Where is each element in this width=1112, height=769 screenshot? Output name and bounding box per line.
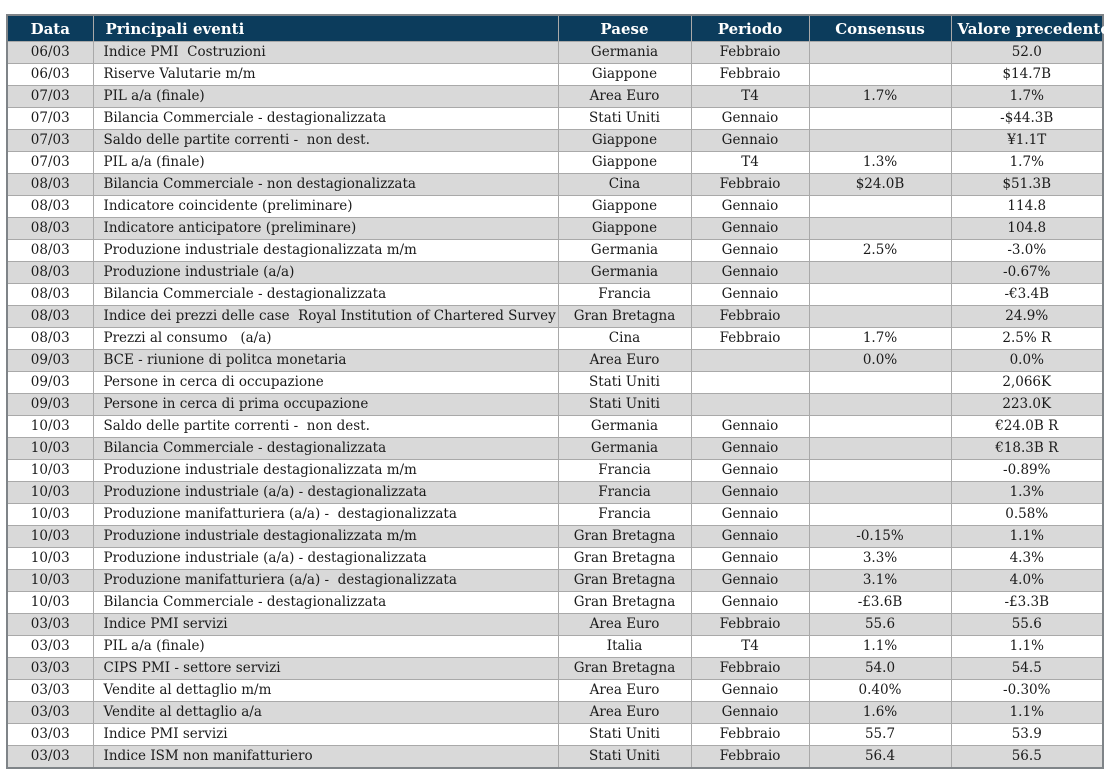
cell-date: 08/03 xyxy=(7,240,93,262)
cell-country: Giappone xyxy=(558,152,691,174)
cell-previous: 2.5% R xyxy=(951,328,1103,350)
table-row xyxy=(7,64,1103,86)
cell-date: 03/03 xyxy=(7,680,93,702)
cell-period: Gennaio xyxy=(691,130,809,152)
cell-event: Bilancia Commerciale - destagionalizzata xyxy=(93,284,558,306)
cell-consensus xyxy=(809,130,951,152)
cell-consensus: 1.7% xyxy=(809,86,951,108)
cell-consensus xyxy=(809,306,951,328)
table-row xyxy=(7,724,1103,746)
cell-country: Giappone xyxy=(558,196,691,218)
column-header-periodo: Periodo xyxy=(691,15,809,42)
cell-period: Gennaio xyxy=(691,702,809,724)
cell-previous: 0.0% xyxy=(951,350,1103,372)
cell-event: Indice ISM non manifatturiero xyxy=(93,746,558,769)
cell-country: Francia xyxy=(558,460,691,482)
cell-previous: -0.89% xyxy=(951,460,1103,482)
cell-consensus: 3.3% xyxy=(809,548,951,570)
cell-period: T4 xyxy=(691,152,809,174)
cell-period: Gennaio xyxy=(691,460,809,482)
cell-country: Gran Bretagna xyxy=(558,526,691,548)
cell-date: 03/03 xyxy=(7,636,93,658)
table-row xyxy=(7,592,1103,614)
table-row xyxy=(7,614,1103,636)
cell-consensus: 56.4 xyxy=(809,746,951,769)
cell-country: Cina xyxy=(558,174,691,196)
cell-period: Gennaio xyxy=(691,416,809,438)
cell-country: Gran Bretagna xyxy=(558,570,691,592)
cell-event: PIL a/a (finale) xyxy=(93,636,558,658)
cell-event: Produzione manifatturiera (a/a) - destagionalizzata xyxy=(93,504,558,526)
cell-event: PIL a/a (finale) xyxy=(93,86,558,108)
cell-period: Febbraio xyxy=(691,42,809,64)
table-row xyxy=(7,548,1103,570)
cell-period: Gennaio xyxy=(691,482,809,504)
cell-event: Saldo delle partite correnti - non dest. xyxy=(93,416,558,438)
cell-date: 10/03 xyxy=(7,482,93,504)
cell-previous: $14.7B xyxy=(951,64,1103,86)
cell-date: 09/03 xyxy=(7,350,93,372)
cell-period: T4 xyxy=(691,636,809,658)
table-row xyxy=(7,702,1103,724)
column-header-consensus: Consensus xyxy=(809,15,951,42)
cell-date: 07/03 xyxy=(7,108,93,130)
cell-period: Gennaio xyxy=(691,592,809,614)
cell-event: Bilancia Commerciale - destagionalizzata xyxy=(93,108,558,130)
cell-period: Febbraio xyxy=(691,724,809,746)
cell-event: Bilancia Commerciale - destagionalizzata xyxy=(93,438,558,460)
economic-calendar-table xyxy=(6,14,1110,769)
cell-period: Febbraio xyxy=(691,306,809,328)
cell-previous: -£3.3B xyxy=(951,592,1103,614)
cell-date: 03/03 xyxy=(7,658,93,680)
table-row xyxy=(7,482,1103,504)
cell-event: Riserve Valutarie m/m xyxy=(93,64,558,86)
cell-period xyxy=(691,372,809,394)
table-row xyxy=(7,372,1103,394)
cell-country: Germania xyxy=(558,42,691,64)
cell-consensus xyxy=(809,394,951,416)
table-row xyxy=(7,460,1103,482)
cell-event: Indice dei prezzi delle case Royal Institution of Chartered Survey xyxy=(93,306,558,328)
cell-consensus: 0.0% xyxy=(809,350,951,372)
cell-consensus: 55.7 xyxy=(809,724,951,746)
table-row xyxy=(7,438,1103,460)
table-row xyxy=(7,130,1103,152)
cell-country: Giappone xyxy=(558,130,691,152)
cell-consensus xyxy=(809,42,951,64)
cell-period xyxy=(691,394,809,416)
cell-consensus xyxy=(809,460,951,482)
cell-event: Vendite al dettaglio m/m xyxy=(93,680,558,702)
cell-date: 10/03 xyxy=(7,460,93,482)
cell-previous: -€3.4B xyxy=(951,284,1103,306)
table-row xyxy=(7,42,1103,64)
cell-date: 06/03 xyxy=(7,64,93,86)
cell-event: Produzione manifatturiera (a/a) - destagionalizzata xyxy=(93,570,558,592)
cell-country: Giappone xyxy=(558,218,691,240)
cell-previous: 54.5 xyxy=(951,658,1103,680)
cell-previous: 55.6 xyxy=(951,614,1103,636)
cell-period: Gennaio xyxy=(691,570,809,592)
cell-previous: 104.8 xyxy=(951,218,1103,240)
cell-event: Bilancia Commerciale - non destagionalizzata xyxy=(93,174,558,196)
table-row xyxy=(7,658,1103,680)
cell-event: Indicatore coincidente (preliminare) xyxy=(93,196,558,218)
cell-consensus xyxy=(809,108,951,130)
cell-date: 09/03 xyxy=(7,394,93,416)
cell-event: Vendite al dettaglio a/a xyxy=(93,702,558,724)
cell-previous: -0.67% xyxy=(951,262,1103,284)
cell-previous: 4.3% xyxy=(951,548,1103,570)
table-row xyxy=(7,86,1103,108)
cell-event: Produzione industriale (a/a) - destagionalizzata xyxy=(93,482,558,504)
cell-date: 03/03 xyxy=(7,702,93,724)
cell-country: Stati Uniti xyxy=(558,372,691,394)
cell-event: Produzione industriale (a/a) xyxy=(93,262,558,284)
cell-period: Gennaio xyxy=(691,680,809,702)
cell-consensus xyxy=(809,416,951,438)
cell-consensus: 1.3% xyxy=(809,152,951,174)
cell-previous: 1.3% xyxy=(951,482,1103,504)
cell-previous: 2,066K xyxy=(951,372,1103,394)
cell-date: 10/03 xyxy=(7,438,93,460)
cell-period: Gennaio xyxy=(691,240,809,262)
cell-consensus: 1.7% xyxy=(809,328,951,350)
table-row xyxy=(7,152,1103,174)
column-header-paese: Paese xyxy=(558,15,691,42)
cell-consensus xyxy=(809,438,951,460)
column-header-valore-precedente: Valore precedente xyxy=(951,15,1103,42)
cell-date: 10/03 xyxy=(7,504,93,526)
cell-previous: -$44.3B xyxy=(951,108,1103,130)
cell-country: Area Euro xyxy=(558,680,691,702)
cell-date: 10/03 xyxy=(7,416,93,438)
cell-consensus: 1.1% xyxy=(809,636,951,658)
cell-previous: 1.1% xyxy=(951,526,1103,548)
cell-event: Persone in cerca di occupazione xyxy=(93,372,558,394)
cell-previous: 4.0% xyxy=(951,570,1103,592)
cell-date: 08/03 xyxy=(7,218,93,240)
cell-country: Giappone xyxy=(558,64,691,86)
cell-previous: 1.1% xyxy=(951,636,1103,658)
table-row xyxy=(7,416,1103,438)
cell-previous: 56.5 xyxy=(951,746,1103,769)
table-row xyxy=(7,350,1103,372)
cell-previous: €24.0B R xyxy=(951,416,1103,438)
cell-date: 08/03 xyxy=(7,262,93,284)
cell-event: CIPS PMI - settore servizi xyxy=(93,658,558,680)
cell-country: Stati Uniti xyxy=(558,394,691,416)
cell-event: Bilancia Commerciale - destagionalizzata xyxy=(93,592,558,614)
cell-country: Area Euro xyxy=(558,702,691,724)
cell-country: Stati Uniti xyxy=(558,108,691,130)
table-row xyxy=(7,636,1103,658)
cell-date: 03/03 xyxy=(7,746,93,769)
cell-period: Gennaio xyxy=(691,548,809,570)
cell-consensus xyxy=(809,218,951,240)
cell-country: Gran Bretagna xyxy=(558,658,691,680)
cell-period: Febbraio xyxy=(691,328,809,350)
cell-consensus xyxy=(809,284,951,306)
cell-consensus: -£3.6B xyxy=(809,592,951,614)
cell-date: 10/03 xyxy=(7,570,93,592)
cell-consensus: 55.6 xyxy=(809,614,951,636)
cell-previous: 1.1% xyxy=(951,702,1103,724)
cell-period: Febbraio xyxy=(691,174,809,196)
cell-date: 08/03 xyxy=(7,328,93,350)
cell-previous: 52.0 xyxy=(951,42,1103,64)
table-row xyxy=(7,504,1103,526)
cell-previous: €18.3B R xyxy=(951,438,1103,460)
cell-period: Gennaio xyxy=(691,196,809,218)
cell-consensus xyxy=(809,504,951,526)
cell-consensus: 0.40% xyxy=(809,680,951,702)
cell-period: Gennaio xyxy=(691,108,809,130)
cell-date: 10/03 xyxy=(7,592,93,614)
cell-period: Gennaio xyxy=(691,218,809,240)
cell-period: Gennaio xyxy=(691,284,809,306)
cell-event: Indice PMI Costruzioni xyxy=(93,42,558,64)
table-row xyxy=(7,526,1103,548)
cell-previous: 53.9 xyxy=(951,724,1103,746)
cell-consensus: $24.0B xyxy=(809,174,951,196)
cell-country: Gran Bretagna xyxy=(558,548,691,570)
cell-event: PIL a/a (finale) xyxy=(93,152,558,174)
table-row xyxy=(7,174,1103,196)
cell-date: 09/03 xyxy=(7,372,93,394)
column-header-principali-eventi: Principali eventi xyxy=(93,15,558,42)
cell-country: Italia xyxy=(558,636,691,658)
cell-event: BCE - riunione di politca monetaria xyxy=(93,350,558,372)
cell-consensus xyxy=(809,64,951,86)
cell-period: Gennaio xyxy=(691,262,809,284)
cell-country: Gran Bretagna xyxy=(558,592,691,614)
cell-previous: 24.9% xyxy=(951,306,1103,328)
cell-event: Produzione industriale destagionalizzata m/m xyxy=(93,460,558,482)
cell-previous: 0.58% xyxy=(951,504,1103,526)
table-row xyxy=(7,108,1103,130)
cell-event: Saldo delle partite correnti - non dest. xyxy=(93,130,558,152)
cell-date: 07/03 xyxy=(7,152,93,174)
table-row xyxy=(7,680,1103,702)
cell-period: Febbraio xyxy=(691,64,809,86)
cell-previous: $51.3B xyxy=(951,174,1103,196)
cell-date: 10/03 xyxy=(7,526,93,548)
cell-period: Febbraio xyxy=(691,614,809,636)
cell-period: Gennaio xyxy=(691,526,809,548)
table-body xyxy=(7,42,1103,769)
cell-consensus: 3.1% xyxy=(809,570,951,592)
cell-previous: 223.0K xyxy=(951,394,1103,416)
cell-consensus: 2.5% xyxy=(809,240,951,262)
cell-date: 10/03 xyxy=(7,548,93,570)
cell-previous: -3.0% xyxy=(951,240,1103,262)
cell-date: 08/03 xyxy=(7,196,93,218)
cell-country: Area Euro xyxy=(558,614,691,636)
cell-date: 08/03 xyxy=(7,306,93,328)
cell-date: 03/03 xyxy=(7,724,93,746)
cell-period: Febbraio xyxy=(691,658,809,680)
cell-date: 06/03 xyxy=(7,42,93,64)
cell-period: T4 xyxy=(691,86,809,108)
cell-period xyxy=(691,350,809,372)
cell-country: Area Euro xyxy=(558,86,691,108)
cell-previous: 1.7% xyxy=(951,86,1103,108)
cell-date: 07/03 xyxy=(7,130,93,152)
cell-consensus xyxy=(809,482,951,504)
cell-consensus xyxy=(809,372,951,394)
cell-country: Francia xyxy=(558,284,691,306)
cell-event: Produzione industriale destagionalizzata m/m xyxy=(93,240,558,262)
cell-event: Produzione industriale destagionalizzata m/m xyxy=(93,526,558,548)
cell-previous: 114.8 xyxy=(951,196,1103,218)
cell-previous: ¥1.1T xyxy=(951,130,1103,152)
cell-period: Gennaio xyxy=(691,438,809,460)
cell-consensus: 1.6% xyxy=(809,702,951,724)
cell-country: Cina xyxy=(558,328,691,350)
table-row xyxy=(7,284,1103,306)
cell-date: 08/03 xyxy=(7,284,93,306)
cell-date: 07/03 xyxy=(7,86,93,108)
cell-event: Prezzi al consumo (a/a) xyxy=(93,328,558,350)
cell-consensus xyxy=(809,262,951,284)
table-row xyxy=(7,746,1103,769)
cell-event: Produzione industriale (a/a) - destagionalizzata xyxy=(93,548,558,570)
table-header-row xyxy=(7,15,1103,42)
cell-country: Germania xyxy=(558,262,691,284)
cell-country: Area Euro xyxy=(558,350,691,372)
cell-country: Francia xyxy=(558,482,691,504)
cell-date: 08/03 xyxy=(7,174,93,196)
cell-country: Germania xyxy=(558,416,691,438)
cell-country: Francia xyxy=(558,504,691,526)
cell-event: Indice PMI servizi xyxy=(93,614,558,636)
table-row xyxy=(7,328,1103,350)
cell-country: Stati Uniti xyxy=(558,724,691,746)
cell-previous: -0.30% xyxy=(951,680,1103,702)
cell-country: Gran Bretagna xyxy=(558,306,691,328)
cell-consensus xyxy=(809,196,951,218)
table-row xyxy=(7,570,1103,592)
cell-event: Indice PMI servizi xyxy=(93,724,558,746)
cell-date: 03/03 xyxy=(7,614,93,636)
cell-previous: 1.7% xyxy=(951,152,1103,174)
cell-period: Febbraio xyxy=(691,746,809,769)
cell-country: Germania xyxy=(558,240,691,262)
cell-country: Germania xyxy=(558,438,691,460)
table-row xyxy=(7,218,1103,240)
cell-country: Stati Uniti xyxy=(558,746,691,769)
table-row xyxy=(7,306,1103,328)
table-row xyxy=(7,196,1103,218)
cell-event: Indicatore anticipatore (preliminare) xyxy=(93,218,558,240)
cell-event: Persone in cerca di prima occupazione xyxy=(93,394,558,416)
cell-consensus: 54.0 xyxy=(809,658,951,680)
table-row xyxy=(7,262,1103,284)
table-row xyxy=(7,240,1103,262)
cell-period: Gennaio xyxy=(691,504,809,526)
column-header-data: Data xyxy=(7,15,93,42)
cell-consensus: -0.15% xyxy=(809,526,951,548)
table-row xyxy=(7,394,1103,416)
